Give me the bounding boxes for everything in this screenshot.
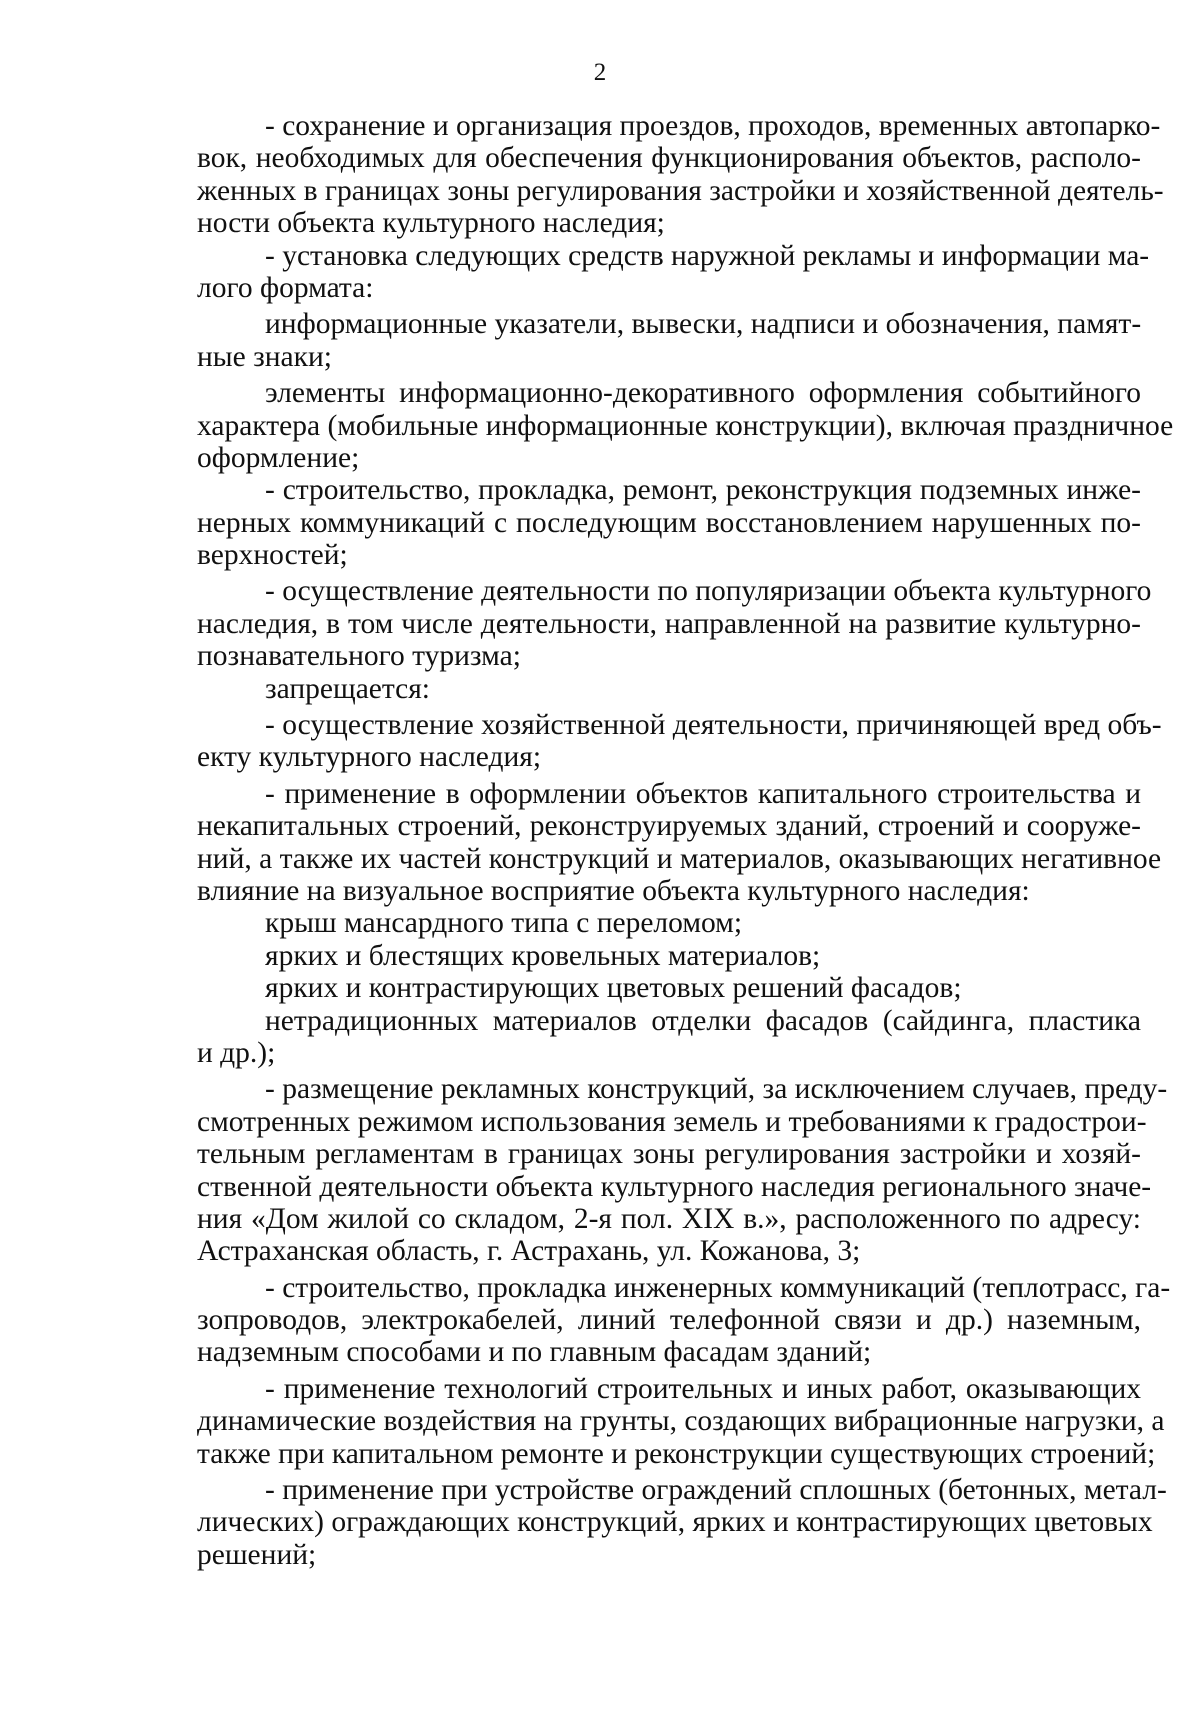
text-line: верхностей; <box>197 539 348 572</box>
text-line: и др.); <box>197 1036 276 1069</box>
text-line: познавательного туризма; <box>197 640 521 673</box>
text-line: - сохранение и организация проездов, проходов, временных автопарко- <box>265 110 1161 142</box>
text-line: - строительство, прокладка, ремонт, реконструкция подземных инже- <box>265 474 1141 507</box>
text-line: характера (мобильные информационные конструкции), включая праздничное <box>197 409 1174 442</box>
text-line: нерных коммуникаций с последующим восстановлением нарушенных по- <box>197 506 1141 539</box>
text-line: екту культурного наследия; <box>197 741 542 774</box>
text-line: - размещение рекламных конструкций, за исключением случаев, преду- <box>265 1073 1168 1106</box>
text-line: элементы информационно-декоративного оформления событийного <box>265 377 1141 410</box>
page-number: 2 <box>593 59 607 86</box>
text-line: тельным регламентам в границах зоны регулирования застройки и хозяй- <box>197 1138 1141 1171</box>
text-line: женных в границах зоны регулирования застройки и хозяйственной деятель- <box>197 174 1164 207</box>
text-line: ния «Дом жилой со складом, 2-я пол. XIX в.», расположенного по адресу: <box>197 1202 1141 1235</box>
text-line: запрещается: <box>265 672 431 705</box>
text-line: смотренных режимом использования земель и требованиями к градострои- <box>197 1105 1147 1138</box>
text-line: вок, необходимых для обеспечения функционирования объектов, располо- <box>197 142 1141 175</box>
text-line: наследия, в том числе деятельности, направленной на развитие культурно- <box>197 607 1141 640</box>
text-line: лого формата: <box>197 271 374 304</box>
text-line: - осуществление хозяйственной деятельности, причиняющей вред объ- <box>265 709 1162 742</box>
text-line: Астраханская область, г. Астрахань, ул. Кожанова, 3; <box>197 1235 861 1268</box>
document-body <box>197 110 1174 1571</box>
text-line: оформление; <box>197 441 360 474</box>
text-line: ности объекта культурного наследия; <box>197 207 665 240</box>
text-line: - осуществление деятельности по популяризации объекта культурного <box>265 575 1152 608</box>
text-line: также при капитальном ремонте и реконструкции существующих строений; <box>197 1437 1156 1470</box>
text-line: ярких и контрастирующих цветовых решений фасадов; <box>265 972 962 1005</box>
text-line: информационные указатели, вывески, надписи и обозначения, памят- <box>265 308 1142 341</box>
text-line: - применение технологий строительных и иных работ, оказывающих <box>265 1372 1141 1405</box>
text-line: лических) ограждающих конструкций, ярких и контрастирующих цветовых <box>197 1506 1153 1539</box>
text-line: динамические воздействия на грунты, создающих вибрационные нагрузки, а <box>197 1405 1165 1438</box>
text-line: некапитальных строений, реконструируемых зданий, строений и сооруже- <box>197 810 1141 843</box>
text-line: ственной деятельности объекта культурного наследия регионального значе- <box>197 1170 1152 1203</box>
text-line: - применение при устройстве ограждений сплошных (бетонных, метал- <box>265 1474 1167 1507</box>
text-line: нетрадиционных материалов отделки фасадов (сайдинга, пластика <box>265 1004 1141 1037</box>
text-line: надземным способами и по главным фасадам зданий; <box>197 1336 872 1369</box>
text-line: ний, а также их частей конструкций и материалов, оказывающих негативное <box>197 842 1162 875</box>
text-line: - применение в оформлении объектов капитального строительства и <box>265 777 1141 810</box>
text-line: ные знаки; <box>197 340 332 373</box>
text-line: влияние на визуальное восприятие объекта культурного наследия: <box>197 874 1030 907</box>
text-line: крыш мансардного типа с переломом; <box>265 907 743 940</box>
text-line: решений; <box>197 1538 317 1571</box>
text-line: зопроводов, электрокабелей, линий телефонной связи и др.) наземным, <box>197 1304 1141 1337</box>
text-line: - строительство, прокладка инженерных коммуникаций (теплотрасс, га- <box>265 1271 1171 1304</box>
text-line: - установка следующих средств наружной рекламы и информации ма- <box>265 239 1150 272</box>
text-line: ярких и блестящих кровельных материалов; <box>265 939 821 972</box>
